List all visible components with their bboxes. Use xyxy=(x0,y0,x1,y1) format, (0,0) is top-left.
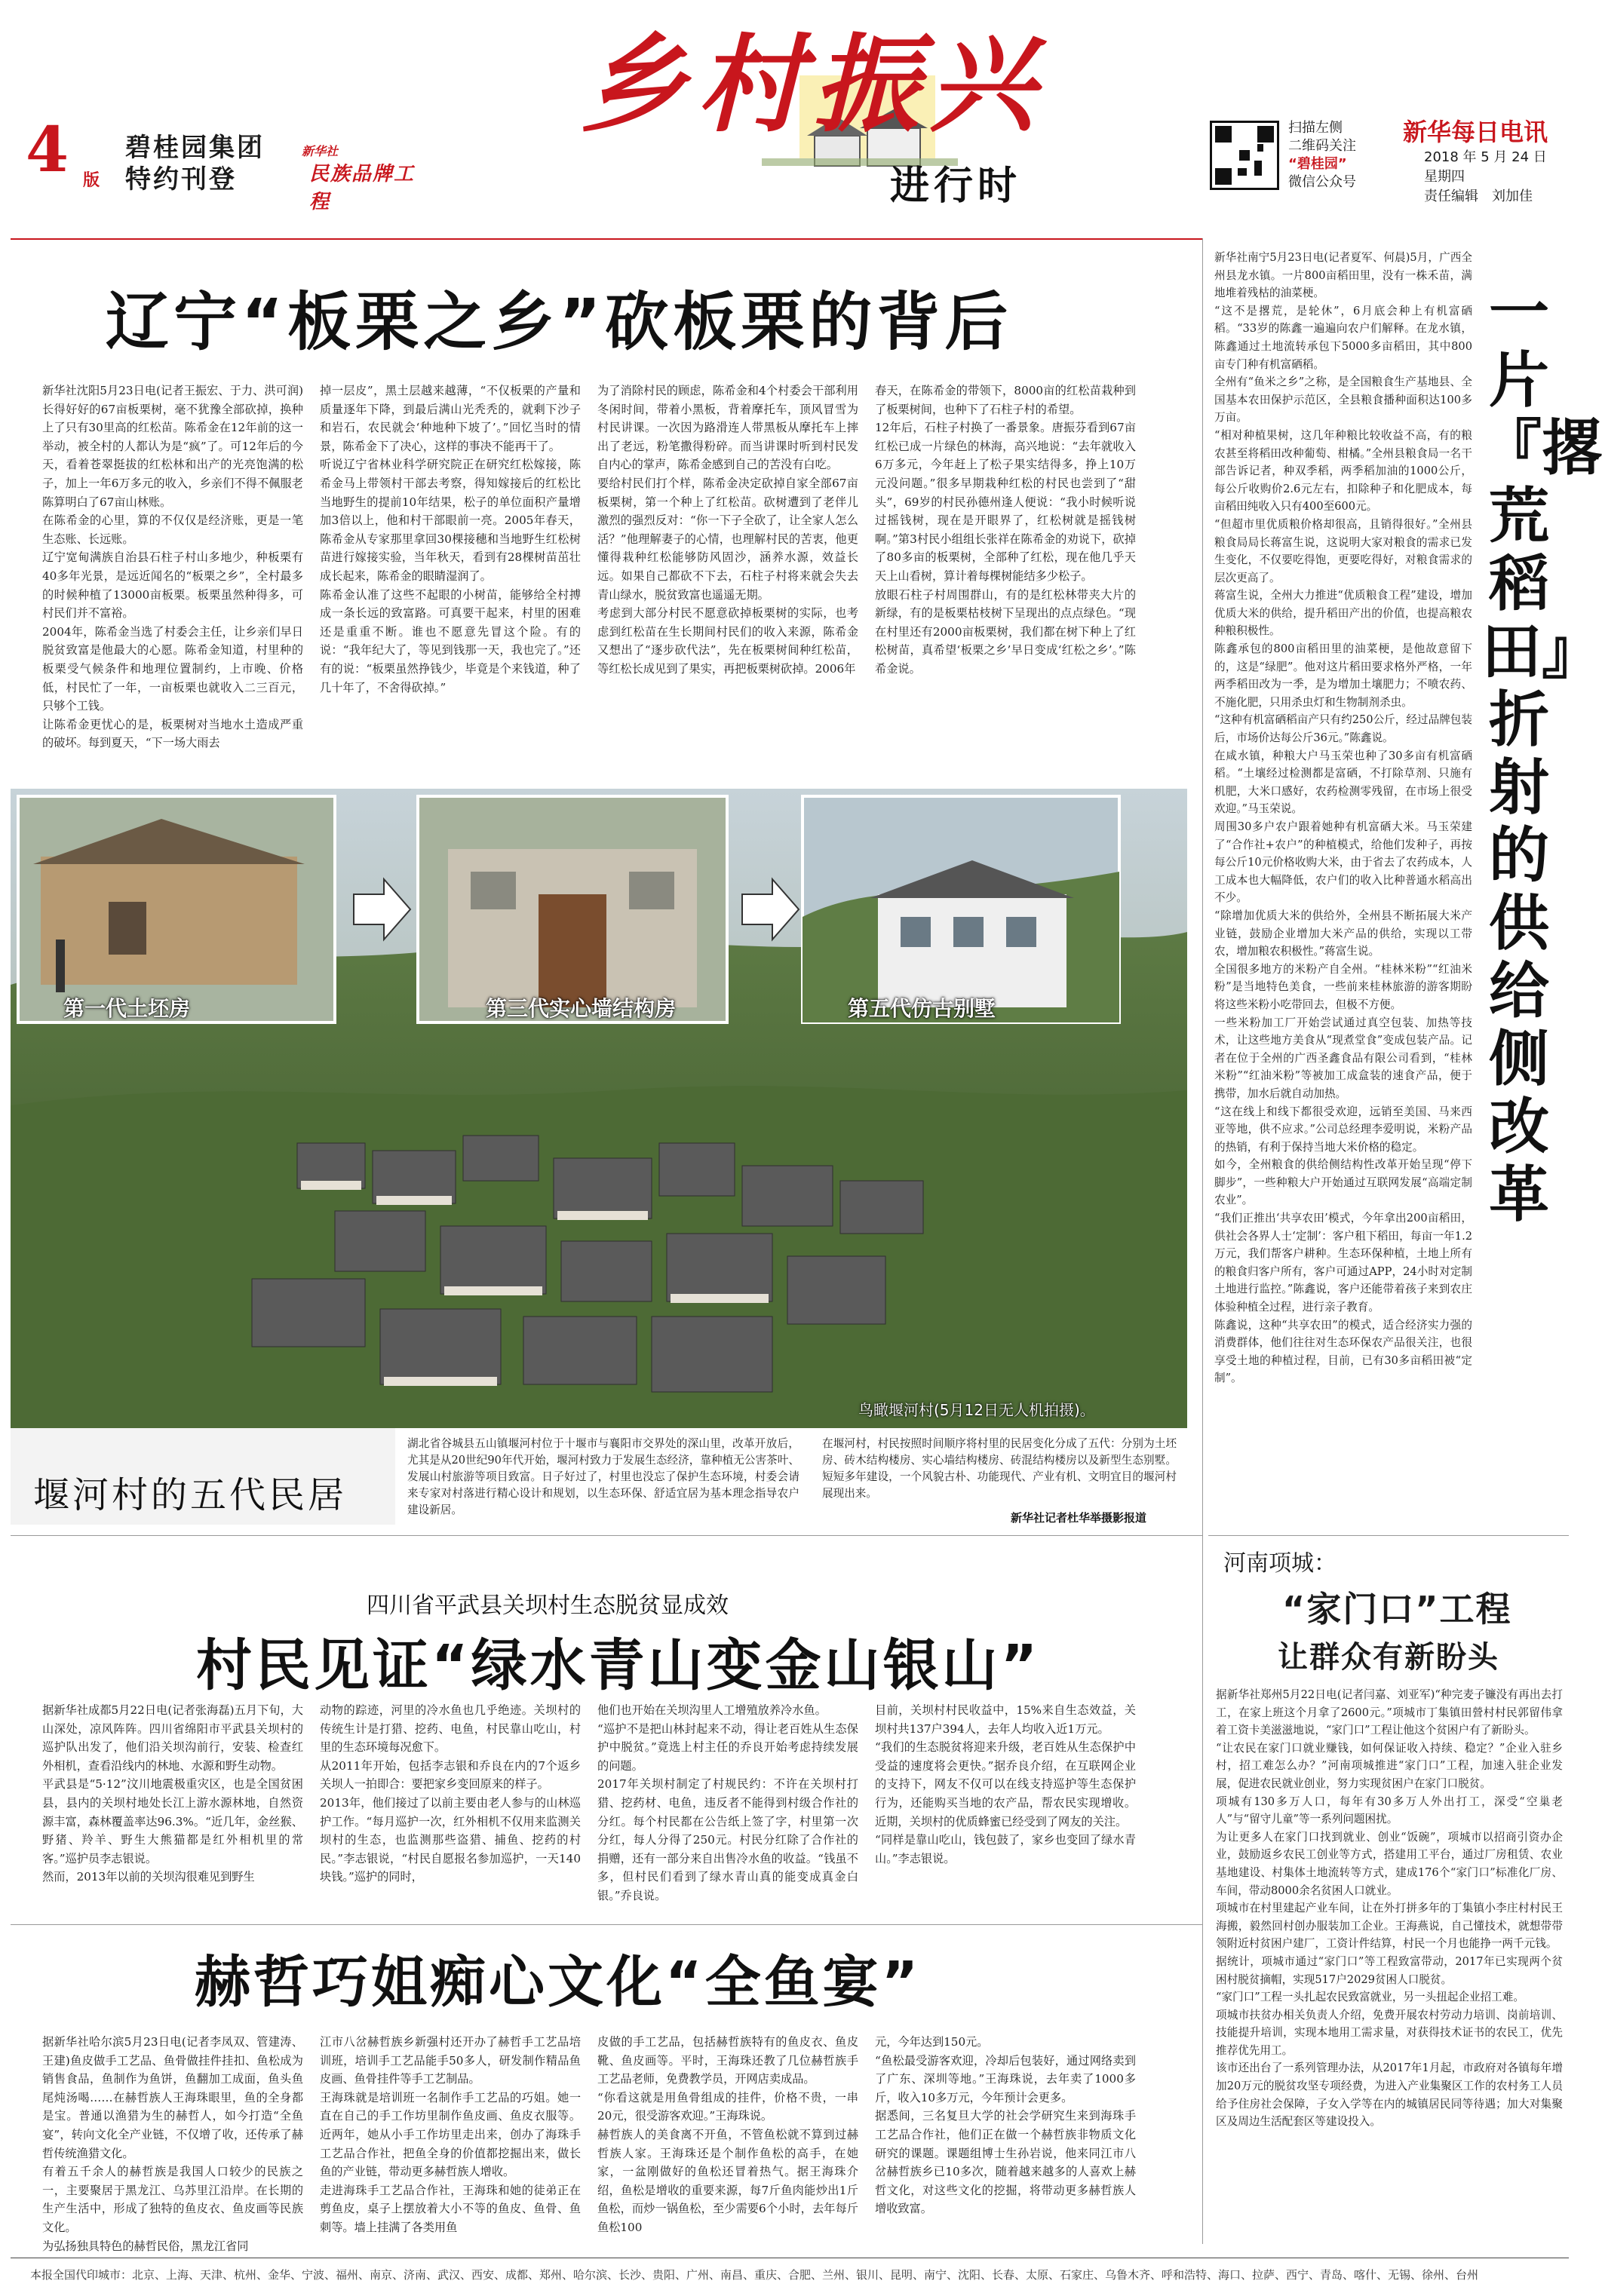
article2-top-rule xyxy=(11,1535,1202,1536)
article3-top-rule xyxy=(11,1924,1202,1925)
henan-title: “家门口”工程 xyxy=(1282,1589,1512,1629)
issue-weekday: 星期四 xyxy=(1424,169,1465,185)
article2-column-2: 动物的踪迹，河里的冷水鱼也几乎绝迹。关坝村的传统生计是打猎、挖药、电鱼，村民靠山吃山，村里的生态环境每况愈下。 从2011年开始，包括李志银和乔良在内的7个返乡关坝人一拍即合：要把家乡变回原来的样子。 2013年，他们接过了以前主要由老人参与的山林巡护工作。“每月巡护一次，红外相机不仅用来监测关坝村的生态，也监测那些盗猎、捕鱼、挖药的村民。”李志银说，“村民自愿报名参加巡护，一天140块钱。”巡护的同时， xyxy=(320,1703,581,1884)
article3-column-2: 江市八岔赫哲族乡新强村还开办了赫哲手工艺品培训班，培训手工艺品能手50多人，研发制作精品鱼皮画、鱼骨挂件等手工艺制品。 王海珠就是培训班一名制作手工艺品的巧姐。她一直在自己的手工作坊里制作鱼皮画、鱼皮衣服等。近两年，她从小手工作坊里走出来，创办了海珠手工艺品合作社，把鱼全身的价值都挖掘出来，做长鱼的产业链，带动更多赫哲族人增收。 走进海珠手工艺品合作社，王海珠和她的徒弟正在剪鱼皮，桌子上摆放着大小不等的鱼皮、鱼骨、鱼刺等。墙上挂满了各类用鱼 xyxy=(320,2035,581,2234)
photo-credit: 新华社记者杜华举摄影报道 xyxy=(1011,1511,1147,1525)
article2-headline: 村民见证“绿水青山变金山银山” xyxy=(196,1633,1041,1698)
article3-column-3: 皮做的手工艺品，包括赫哲族特有的鱼皮衣、鱼皮靴、鱼皮画等。平时，王海珠还教了几位赫哲族手工艺品老师，免费教学员，开网店卖成品。 “你看这就是用鱼骨组成的挂件，价格不贵，一串20元，很受游客欢迎。”王海珠说。 赫哲族人的美食离不开鱼，不管鱼松就不算到过赫哲族人家。王海珠还是个制作鱼松的高手，在她家，一盆刚做好的鱼松还冒着热气。据王海珠介绍，鱼松是增收的重要来源，每7斤鱼肉能炒出1斤鱼松，而炒一锅鱼松，至少需要6个小时，去年每斤鱼松100 xyxy=(597,2035,858,2234)
logo-main-text: 民族品牌工程 xyxy=(309,163,416,213)
henan-subtitle: 让群众有新盼头 xyxy=(1278,1640,1499,1675)
article3-column-1: 据新华社哈尔滨5月23日电(记者李凤双、管建涛、王建)鱼皮做手工艺品、鱼骨做挂件挂扣、鱼松成为销售食品，鱼制作为鱼饼，鱼翻加工成面，鱼头鱼尾炖汤喝……在赫哲族人王海珠眼里，鱼的全身都是宝。普通以渔猎为生的赫哲人，如今打造“全鱼宴”，转向文化全产业链，不仅增了收，还传承了赫哲传统渔猎文化。 有着五千余人的赫哲族是我国人口较少的民族之一，主要聚居于黑龙江、乌苏里江沿岸。在长期的生产生活中，形成了独特的鱼皮衣、鱼皮画等民族文化。 为弘扬独具特色的赫哲民俗，黑龙江省同 xyxy=(42,2035,303,2253)
article2-column-1: 据新华社成都5月22日电(记者张海磊)五月下旬，大山深处，凉风阵阵。四川省绵阳市平武县关坝村的巡护队出发了，他们沿关坝沟前行，安装、检查红外相机，查看沿线内的林地、水源和野生动物。 平武县是“5·12”汶川地震极重灾区，也是全国贫困县，县内的关坝村地处长江上游水源林地，自然资源丰富，森林覆盖率达96.3%。“近几年，金丝猴、野猪、羚羊、野生大熊猫都是红外相机里的常客。”巡护员李志银说。 然而，2013年以前的关坝沟很难见到野生 xyxy=(42,1703,303,1884)
brand-logo xyxy=(302,136,422,213)
henan-kicker: 河南项城： xyxy=(1223,1550,1337,1577)
photo-caption-col-1: 湖北省谷城县五山镇堰河村位于十堰市与襄阳市交界处的深山里，改革开放后，尤其是从20世纪90年代开始，堰河村致力于发展生态经济，靠种植无公害茶叶、发展山村旅游等项目致富。日子好过了，村里也没忘了保护生态环境，村委会请来专家对村落进行精心设计和规划，以生态环保、舒适宜居为基本理念指导农户建设新居。 xyxy=(407,1437,799,1516)
article3-column-4: 元，今年达到150元。 “鱼松最受游客欢迎，冷却后包装好，通过网络卖到了广东、深圳等地。”王海珠说，去年卖了1000多斤，收入10多万元，今年预计会更多。 据悉间，三名复旦大学的社会学研究生来到海珠手工艺品合作社，他们正在做一个赫哲族非物质文化研究的课题。课题组博士生孙岩说，他来同江市八岔赫哲族乡已10多次，随着越来越多的人喜欢上赫哲文化，对这些文化的挖掘，将带动更多赫哲族人增收致富。 xyxy=(875,2035,1136,2216)
page-suffix: 版 xyxy=(83,170,100,190)
right-column-vertical-title: 一片『撂荒稻田』折射的供给侧改革 xyxy=(1481,277,1602,1230)
article3-headline: 赫哲巧姐痴心文化“全鱼宴” xyxy=(195,1950,922,2015)
photo-label-aerial: 鸟瞰堰河村(5月12日无人机拍摄)。 xyxy=(858,1401,1095,1419)
article1-headline: 辽宁“板栗之乡”砍板栗的背后 xyxy=(106,285,1013,359)
photo-label-third-gen: 第三代实心墙结构房 xyxy=(486,996,677,1021)
right-column-divider xyxy=(1202,238,1203,1535)
henan-top-rule xyxy=(1208,1535,1569,1536)
logo-small-text: 新华社 xyxy=(302,144,339,158)
qr-caption-line: 微信公众号 xyxy=(1288,174,1356,190)
article1-column-3: 为了消除村民的顾虑，陈希金和4个村委会干部利用冬闲时间，带着小黑板，背着摩托车，顶风冒雪为村民讲课。一次因为路滑连人带黑板从摩托车上摔出了老远，粉笔撒得粉碎。而当讲课时听到村民发自内心的掌声，陈希金感到自己的苦没有白吃。 要给村民们打个样，陈希金决定砍掉自家全部67亩板栗树，第一个种上了红松苗。砍树遭到了老伴儿激烈的强烈反对：“你一下子全砍了，让全家人怎么活？”他理解妻子的心情，也理解村民的苦衷，他更懂得栽种红松能够防风固沙，涵养水源，效益长远。如果自己都砍不下去，石柱子村将来就会失去青山绿水，脱贫致富也遥遥无期。 考虑到大部分村民不愿意砍掉板栗树的实际，也考虑到红松苗在生长期间村民们的收入来源，陈希金又想出了“逐步砍代法”，先在板栗树间种红松苗，等红松长成见到了果实，再把板栗树砍掉。2006年 xyxy=(597,384,858,676)
photo-label-first-gen: 第一代土坯房 xyxy=(63,996,191,1021)
sponsor-line-1: 碧桂园集团 xyxy=(125,133,265,163)
editor-credit: 责任编辑 刘加佳 xyxy=(1424,189,1533,204)
sponsor-line-2: 特约刊登 xyxy=(125,164,237,195)
masthead-rule xyxy=(11,238,1202,240)
qr-code xyxy=(1210,121,1279,190)
qr-caption-line: 扫描左侧 xyxy=(1288,120,1343,136)
photo-caption-col-2: 在堰河村，村民按照时间顺序将村里的民居变化分成了五代：分别为土坯房、砖木结构楼房、实心墙结构楼房、砖混结构楼房以及新型生态别墅。短短多年建设，一个风貌古朴、功能现代、产业有机、文明宜目的堰河村展现出来。 xyxy=(822,1437,1177,1500)
photo-caption-title: 堰河村的五代民居 xyxy=(33,1474,348,1516)
aerial-village-photo xyxy=(11,789,1187,1428)
article2-column-4: 目前，关坝村村民收益中，15%来自生态效益，关坝村共137户394人，去年人均收入近1万元。 “我们的生态脱贫将迎来升级，老百姓从生态保护中受益的速度将会更快。”据乔良介绍，在互联网企业的支持下，网友不仅可以在线支持巡护等生态保护行为，还能购买当地的农产品，帮农民实现增收。近期，关坝村的优质蜂蜜已经受到了网友的关注。 “同样是靠山吃山，钱包鼓了，家乡也变回了绿水青山。”李志银说。 xyxy=(875,1703,1136,1865)
qr-caption xyxy=(1288,119,1356,192)
masthead-subtitle: 进行时 xyxy=(890,164,1022,209)
henan-divider xyxy=(1202,1535,1203,2244)
village-photo-feature xyxy=(11,789,1187,1428)
qr-caption-line: “碧桂园” xyxy=(1288,156,1347,172)
issue-date: 2018 年 5 月 24 日 xyxy=(1424,149,1547,165)
article2-kicker: 四川省平武县关坝村生态脱贫显成效 xyxy=(367,1592,729,1619)
masthead-title: 乡村振兴 xyxy=(581,23,1046,147)
photo-label-fifth-gen: 第五代仿古别墅 xyxy=(848,996,996,1021)
article1-column-1: 新华社沈阳5月23日电(记者王振宏、于力、洪可润)长得好好的67亩板栗树，毫不犹豫全部砍掉，换种上了只有30里高的红松苗。陈希金在12年前的这一举动，被全村的人都认为是“疯”了。可12年后的今天，看着苍翠挺拔的红松林和出产的光亮饱满的松子，加上一年6万多元的收入，乡亲们不得不佩服老陈算明白了67亩山林账。 在陈希金的心里，算的不仅仅是经济账，更是一笔生态账、长远账。 辽宁宽甸满族自治县石柱子村山多地少，种板栗有40多年光景，是远近闻名的“板栗之乡”，全村最多的时候种植了13000亩板栗。板栗虽然种得多，可村民们并不富裕。 2004年，陈希金当选了村委会主任，让乡亲们早日脱贫致富是他最大的心愿。陈希金知道，村里种的板栗受气候条件和地理位置制约，上市晚、价格低，村民忙了一年，一亩板栗也就收入二三百元，只够个工钱。 让陈希金更忧心的是，板栗树对当地水土造成严重的破坏。每到夏天，“下一场大雨去 xyxy=(42,384,303,750)
page-number: 4 xyxy=(26,114,69,186)
article2-column-3: 他们也开始在关坝沟里人工增殖放养冷水鱼。 “巡护不是把山林封起来不动，得让老百姓从生态保护中脱贫。”竟选上村主任的乔良开始考虑持续发展的问题。 2017年关坝村制定了村规民约：不许在关坝村打猎、挖药材、电鱼，违反者不能得到村级合作社的分红。每个村民都在公告纸上签了字，村里第一次分红，每人分得了250元。村民分红除了合作社的捐赠，还有一部分来自出售冷水鱼的收益。“钱虽不多，但村民们看到了绿水青山真的能变成真金白银。”乔良说。 xyxy=(597,1703,858,1902)
article1-column-4: 春天，在陈希金的带领下，8000亩的红松苗栽种到了板栗树间，也种下了石柱子村的希望。 12年后，石柱子村换了一番景象。唐振芬看到67亩红松已成一片绿色的林海，高兴地说：“去年就收入6万多元，今年赶上了松子果实结得多，挣上10万元没问题。”很多早期栽种红松的村民也尝到了“甜头”，69岁的村民孙德州逢人便说：“我小时候听说过摇钱树，现在是开眼界了，红松树就是摇钱树啊。”第3村民小组组长张祥在陈希金的劝说下，砍掉了80多亩的板栗树，全部种了红松，现在他几乎天天上山看树，算计着每棵树能结多少松子。 放眼石柱子村周围群山，有的是红松林带夹大片的新绿，有的是板栗枯枝树下呈现出的点点绿色。“现在村里还有2000亩板栗树，我们都在树下种上了红松树苗，真希望‘板栗之乡’早日变成‘红松之乡’。”陈希金说。 xyxy=(875,384,1136,676)
paper-name: 新华每日电讯 xyxy=(1403,118,1548,146)
henan-text: 据新华社郑州5月22日电(记者闫嘉、刘亚军)“种完麦子镰没有再出去打工，在家上班这个月拿了2600元。”项城市丁集镇田營村村民郭留伟拿着工资卡美滋滋地说，“家门口”工程让他这个贫困户有了新盼头。 “让农民在家门口就业赚钱，如何保证收入持续、稳定？”企业入驻乡村，招工难怎么办？”河南项城推进“家门口”工程，加速入驻企业发展，促进农民就业创业，努力实现贫困户在家门口脱贫。 项城有130多万人口，每年有30多万人外出打工，深受“空巢老人”与“留守儿童”等一系列问题困扰。 为让更多人在家门口找到就业、创业“饭碗”，项城市以招商引资办企业，鼓励返乡农民工创业等方式，搭建用工平台，通过厂房租赁、农业基地建设、村集体土地流转等方式，建成176个“家门口”标准化厂房、车间，带动8000余名贫困人口就业。 项城市在村里建起产业车间，让在外打拼多年的丁集镇小李庄村村民王海搬，毅然回村创办服装加工企业。王海燕说，自己懂技术，就想带带领附近村贫困户建厂，工资计件结算，村民一个月也能挣一两千元钱。 据统计，项城市通过“家门口”等工程致富带动，2017年已实现两个贫困村脱贫摘帽，实现517户2029贫困人口脱贫。 “家门口”工程一头扎起农民致富就业，另一头扭起企业招工难。 项城市扶贫办相关负责人介绍，免费开展农村劳动力培训、岗前培训、技能提升培训，实现本地用工需求量，对获得技术证书的农民工，优先推荐优先用工。 该市还出台了一系列管理办法，从2017年1月起，市政府对各镇每年增加20万元的脱贫攻坚专项经费，为进入产业集聚区工作的农村务工人员给予住房社会保障，子女入学等在内的城镇居民同等待遇；加大对集聚区及周边生活配套区等建设投入。 xyxy=(1216,1688,1563,2129)
issue-date-block xyxy=(1424,148,1547,207)
qr-caption-line: 二维码关注 xyxy=(1288,138,1356,154)
right-column-text: 新华社南宁5月23日电(记者夏军、何晨)5月，广西全州县龙水镇。一片800亩稻田里，没有一株禾苗，满地堆着残枯的油菜梗。 “这不是撂荒，是轮休”，6月底会种上有机富硒稻。“33岁的陈鑫一遍遍向农户们解释。在龙水镇，陈鑫通过土地流转承包下5000多亩稻田，其中800亩专门种有机富硒稻。 全州有“鱼米之乡”之称，是全国粮食生产基地县、全国基本农田保护示范区，全县粮食播种面积达100多万亩。 “相对种植果树，这几年种粮比较收益不高，有的粮农甚至将稻田改种葡萄、柑橘。”全州县粮食局一名干部告诉记者，种双季稻，两季稻加油的1000公斤，每公斤收购价2.6元左右，扣除种子和化肥成本，每亩稻田纯收入只有400至600元。 “但超市里优质粮价格却很高，且销得很好。”全州县粮食局局长蒋富生说，这说明大家对粮食的需求已发生变化，不仅要吃得饱，更要吃得好，对粮食需求的层次更高了。 蒋富生说，全州大力推进“优质粮食工程”建设，增加优质大米的供给，提升稻田产出的价值，也提高粮农种粮积极性。 陈鑫承包的800亩稻田里的油菜梗，是他故意留下的，这是“绿肥”。他对这片稻田要求格外严格，一年两季稻田改为一季，是为增加土壤肥力；不喷农药、不施化肥，只用杀虫灯和生物制剂杀虫。 “这种有机富硒稻亩产只有约250公斤，经过品牌包装后，市场价达每公斤36元。”陈鑫说。 在咸水镇，种粮大户马玉荣也种了30多亩有机富硒稻。“土壤经过检测都是富硒，不打除草剂、只施有机肥，大米口感好，农药检测零残留，在市场上很受欢迎。”马玉荣说。 周围30多户农户跟着她种有机富硒大米。马玉荣建了“合作社+农户”的种植模式，给他们发种子，再按每公斤10元价格收购大米，由于省去了农药成本，人工成本也大幅降低，农户们的收入比种普通水稻高出不少。 “除增加优质大米的供给外，全州县不断拓展大米产业链，鼓励企业增加大米产品的供给，实现以工带农，增加粮农积极性。”蒋富生说。 全国很多地方的米粉产自全州。“桂林米粉”“红油米粉”是当地特色美食，一些前来桂林旅游的游客期盼将这些米粉小吃带回去，但极不方便。 一些米粉加工厂开始尝试通过真空包装、加热等技术，让这些地方美食从“现煮堂食”变成包装产品。记者在位于全州的广西圣鑫食品有限公司看到，“桂林米粉”“红油米粉”等被加工成盒装的速食产品，便于携带，加水后就自动加热。 “这在线上和线下都很受欢迎，远销至美国、马来西亚等地，供不应求。”公司总经理李爱明说，米粉产品的热销，有利于保持当地大米价格的稳定。 如今，全州粮食的供给侧结构性改革开始呈现“停下脚步”，一些种粮大户开始通过互联网发展“高端定制农业”。 “我们正推出‘共享农田’模式，今年拿出200亩稻田，供社会各界人士‘定制’：客户租下稻田，每亩一年1.2万元，我们帮客户耕种。生态环保种植，土地上所有的粮食归客户所有，客户可通过APP，24小时对定制土地进行监控。”陈鑫说，客户还能带着孩子来到农庄体验种植全过程，进行亲子教育。 陈鑫说，这种“共享农田”的模式，适合经济实力强的消费群体，他们往往对生态环保农产品很关注，也很享受土地的种植过程，目前，已有30多亩稻田被“定制”。 xyxy=(1214,251,1472,1385)
footer-print-cities: 本报全国代印城市：北京、上海、天津、杭州、金华、宁波、福州、南京、济南、武汉、西安、成都、郑州、哈尔滨、长沙、贵阳、广州、南昌、重庆、合肥、兰州、银川、昆明、南宁、沈阳、长春、太原、石家庄、乌鲁木齐、呼和浩特、海口、拉萨、西宁、青岛、喀什、无锡、徐州、台州 xyxy=(30,2268,1479,2282)
article1-column-2: 掉一层皮”，黑土层越来越薄，“不仅板栗的产量和质量逐年下降，到最后满山光秃秃的，就剩下沙子和岩石，农民就会‘种地种下坡了’。”回忆当时的情景，陈希金下了决心，这样的事决不能再干了。 听说辽宁省林业科学研究院正在研究红松嫁接，陈希金马上带领村干部去考察，得知嫁接后的红松比当地野生的提前10年结果，松子的单位面积产量增加3倍以上，他和村干部眼前一亮。2005年春天，陈希金从专家那里拿回30棵接穗和当地野生红松树苗进行嫁接实验，当年秋天，看到有28棵树苗茁壮成长起来，陈希金的眼睛湿润了。 陈希金认准了这些不起眼的小树苗，能够给全村搏成一条长远的致富路。可真要干起来，村里的困难还是重重不断。谁也不愿意先冒这个险。有的说：“我年纪大了，等见到钱那一天，我也完了。”还有的说：“板栗虽然挣钱少，毕竟是个来钱道，种了几十年了，不舍得砍掉。” xyxy=(320,384,581,694)
